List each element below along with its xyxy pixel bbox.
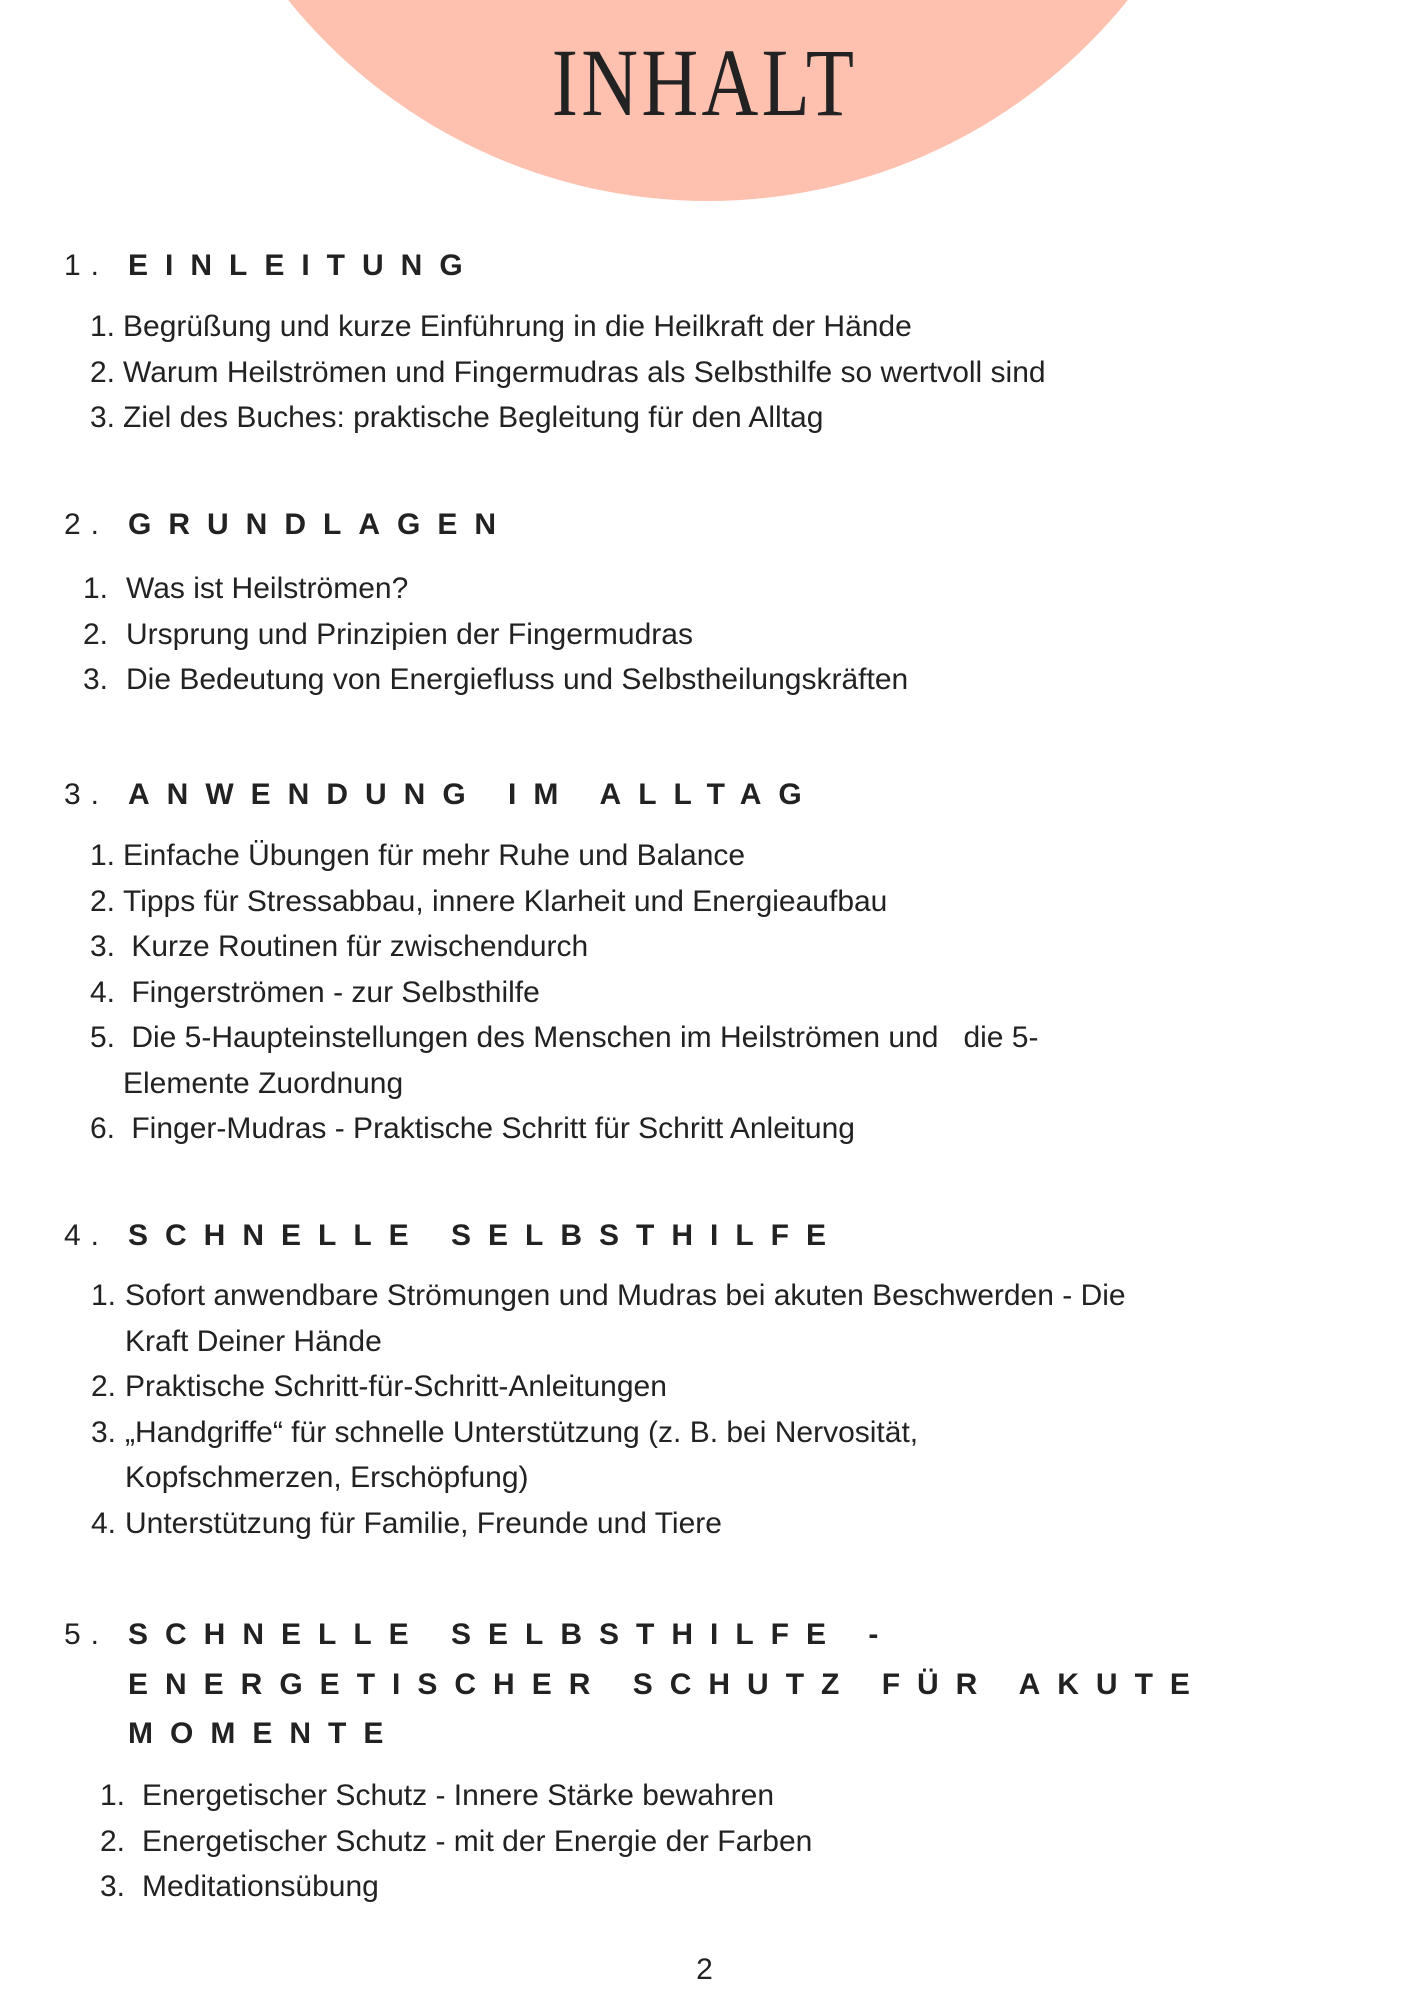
item-text: Ursprung und Prinzipien der Fingermudras: [126, 617, 693, 651]
item-number: 2.: [90, 355, 116, 389]
item-text: Warum Heilströmen und Fingermudras als Selbsthilfe so wertvoll sind: [123, 355, 1046, 389]
item-text: Die Bedeutung von Energiefluss und Selbstheilungskräften: [126, 663, 909, 697]
section-number: 2.: [64, 508, 110, 541]
section-number: 3.: [64, 778, 110, 811]
item-number: 2.: [100, 1824, 126, 1858]
item-number: 3.: [90, 401, 116, 435]
item-text: Fingerströmen - zur Selbsthilfe: [123, 975, 540, 1009]
item-number: 2.: [83, 617, 109, 651]
section-title: ENERGETISCHER SCHUTZ FÜR AKUTE: [128, 1667, 1207, 1701]
item-text: Einfache Übungen für mehr Ruhe und Balance: [123, 839, 746, 873]
page-title: INHALT: [551, 29, 858, 136]
item-number: 1.: [90, 310, 116, 344]
item-number: 3.: [83, 663, 109, 697]
item-number: 3.: [90, 930, 116, 964]
item-text: Meditationsübung: [142, 1870, 379, 1904]
item-text: Kraft Deiner Hände: [125, 1324, 382, 1358]
item-text: Ziel des Buches: praktische Begleitung für den Alltag: [123, 401, 824, 435]
item-number: 5.: [90, 1021, 116, 1055]
item-text: Praktische Schritt-für-Schritt-Anleitungen: [125, 1370, 667, 1404]
section-title: MOMENTE: [128, 1717, 401, 1750]
section-title: ANWENDUNG IM ALLTAG: [128, 778, 819, 811]
item-text: Die 5-Haupteinstellungen des Menschen im Heilströmen und die 5-: [123, 1021, 1039, 1055]
item-text: Energetischer Schutz - mit der Energie der Farben: [142, 1824, 813, 1858]
item-number: 6.: [90, 1112, 116, 1146]
item-text: Was ist Heilströmen?: [126, 572, 409, 606]
item-text: „Handgriffe“ für schnelle Unterstützung (z. B. bei Nervosität,: [125, 1415, 919, 1449]
item-number: 2.: [91, 1370, 117, 1404]
item-text: Sofort anwendbare Strömungen und Mudras bei akuten Beschwerden - Die: [125, 1279, 1126, 1313]
item-text: Begrüßung und kurze Einführung in die Heilkraft der Hände: [123, 310, 912, 344]
item-text: Tipps für Stressabbau, innere Klarheit und Energieaufbau: [123, 884, 888, 918]
section-title: EINLEITUNG: [128, 249, 480, 282]
section-title: SCHNELLE SELBSTHILFE -: [128, 1618, 896, 1651]
section-title: SCHNELLE SELBSTHILFE: [128, 1219, 844, 1252]
item-number: 4.: [90, 975, 116, 1009]
item-text: Energetischer Schutz - Innere Stärke bewahren: [142, 1779, 775, 1813]
item-number: 1.: [90, 839, 116, 873]
item-number: 1.: [91, 1279, 117, 1313]
item-number: 1.: [100, 1779, 126, 1813]
item-number: 3.: [91, 1415, 117, 1449]
item-number: 1.: [83, 572, 109, 606]
item-text: Kurze Routinen für zwischendurch: [123, 930, 589, 964]
item-text: Finger-Mudras - Praktische Schritt für Schritt Anleitung: [123, 1112, 855, 1146]
page-number: 2: [696, 1953, 713, 1986]
item-text: Elemente Zuordnung: [123, 1066, 404, 1100]
section-number: 4.: [64, 1219, 110, 1252]
item-number: 3.: [100, 1870, 126, 1904]
item-text: Unterstützung für Familie, Freunde und Tiere: [125, 1506, 722, 1540]
item-number: 2.: [90, 884, 116, 918]
item-number: 4.: [91, 1506, 117, 1540]
section-title: GRUNDLAGEN: [128, 508, 513, 541]
item-text: Kopfschmerzen, Erschöpfung): [125, 1461, 529, 1495]
section-number: 5.: [64, 1618, 110, 1651]
section-number: 1.: [64, 249, 110, 282]
